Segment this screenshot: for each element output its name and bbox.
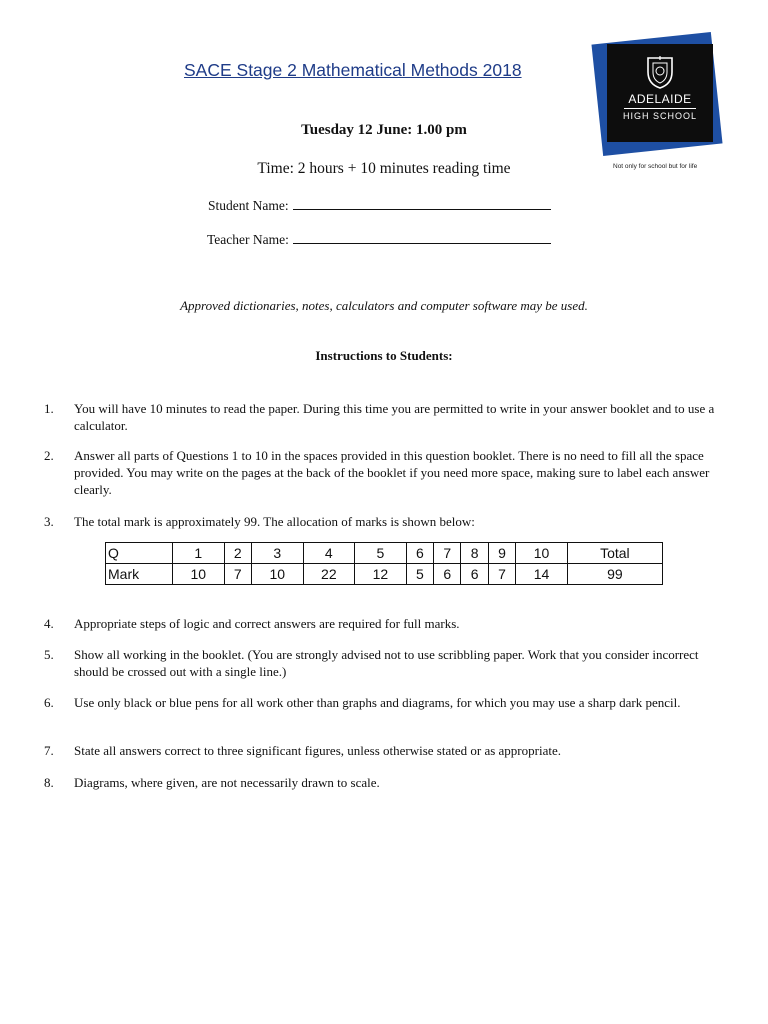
instruction-number: 3.: [44, 514, 54, 529]
instruction-item: [44, 447, 724, 498]
approved-materials-note: Approved dictionaries, notes, calculators and computer software may be used.: [180, 298, 588, 313]
question-cell: 5: [355, 543, 407, 564]
marks-allocation-table: [105, 542, 663, 585]
mark-cell: 10: [173, 564, 225, 585]
question-cell-total: Total: [567, 543, 662, 564]
mark-cell: 10: [251, 564, 303, 585]
instruction-number: 6.: [44, 695, 54, 710]
question-cell: 2: [224, 543, 251, 564]
instructions-heading: Instructions to Students:: [315, 348, 453, 363]
question-cell: 4: [303, 543, 355, 564]
logo-divider: [624, 108, 696, 109]
instruction-number: 8.: [44, 775, 54, 790]
question-cell: 7: [434, 543, 461, 564]
mark-cell: 7: [224, 564, 251, 585]
instruction-text: Answer all parts of Questions 1 to 10 in the spaces provided in this question booklet. There is no need to fill all the space provided. You may write on the pages at the back of the booklet if you need more space, making sure to label each answer clearly.: [74, 448, 710, 497]
crest-icon: [644, 54, 676, 90]
mark-cell: 6: [461, 564, 488, 585]
question-cell: 6: [406, 543, 433, 564]
exam-title: SACE Stage 2 Mathematical Methods 2018: [184, 60, 522, 80]
instruction-text: You will have 10 minutes to read the paper. During this time you are permitted to write in your answer booklet and to use a calculator.: [74, 401, 715, 433]
instruction-item: [44, 615, 724, 632]
instruction-number: 1.: [44, 401, 54, 416]
question-cell: 9: [488, 543, 515, 564]
exam-duration: Time: 2 hours + 10 minutes reading time: [257, 160, 511, 177]
instruction-text: The total mark is approximately 99. The allocation of marks is shown below:: [74, 514, 475, 529]
instruction-item: [44, 774, 724, 791]
instruction-text: Show all working in the booklet. (You are strongly advised not to use scribbling paper. Work that you consider incorrect should be crossed out with a single line.): [74, 647, 699, 679]
instruction-number: 7.: [44, 743, 54, 758]
mark-cell: 5: [406, 564, 433, 585]
teacher-name-field[interactable]: [207, 231, 551, 248]
logo-school-name: ADELAIDE: [628, 92, 692, 106]
row-label-q: Q: [106, 543, 173, 564]
mark-cell-total: 99: [567, 564, 662, 585]
table-row-marks: [106, 564, 663, 585]
instruction-item: [44, 400, 724, 434]
student-name-field[interactable]: [208, 197, 551, 214]
question-cell: 8: [461, 543, 488, 564]
question-cell: 3: [251, 543, 303, 564]
teacher-name-label: Teacher Name:: [207, 232, 289, 247]
instruction-number: 5.: [44, 647, 54, 662]
instruction-text: Use only black or blue pens for all work other than graphs and diagrams, for which you may use a sharp dark pencil.: [74, 695, 681, 710]
logo-tagline: Not only for school but for life: [613, 163, 698, 170]
instruction-text: State all answers correct to three significant figures, unless otherwise stated or as appropriate.: [74, 743, 561, 758]
instruction-text: Appropriate steps of logic and correct answers are required for full marks.: [74, 616, 460, 631]
question-cell: 10: [516, 543, 568, 564]
mark-cell: 12: [355, 564, 407, 585]
table-row-questions: [106, 543, 663, 564]
logo-school-sub: HIGH SCHOOL: [622, 111, 697, 121]
question-cell: 1: [173, 543, 225, 564]
teacher-name-line[interactable]: [293, 231, 551, 244]
instruction-item: [44, 742, 724, 759]
instruction-number: 2.: [44, 448, 54, 463]
mark-cell: 22: [303, 564, 355, 585]
mark-cell: 6: [434, 564, 461, 585]
mark-cell: 14: [516, 564, 568, 585]
instruction-item: [44, 513, 724, 530]
student-name-label: Student Name:: [208, 198, 289, 213]
student-name-line[interactable]: [293, 197, 551, 210]
instruction-item: [44, 694, 724, 711]
row-label-mark: Mark: [106, 564, 173, 585]
mark-cell: 7: [488, 564, 515, 585]
instruction-text: Diagrams, where given, are not necessarily drawn to scale.: [74, 775, 380, 790]
instruction-item: [44, 646, 724, 680]
exam-date: Tuesday 12 June: 1.00 pm: [301, 122, 467, 138]
instruction-number: 4.: [44, 616, 54, 631]
